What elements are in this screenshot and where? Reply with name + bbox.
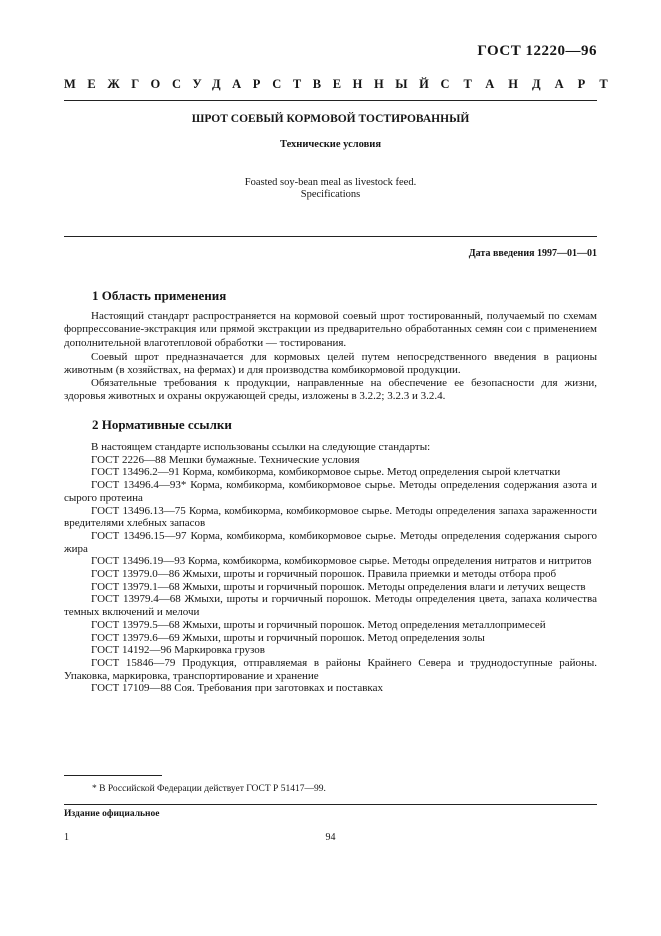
- document-subtitle: Технические условия: [279, 139, 382, 150]
- section-heading-scope: 1 Область применения: [92, 288, 227, 303]
- scope-paragraph: Соевый шрот предназначается для кормовых целей путем непосредственного введения в рационы животным (в хозяйствах, на фермах) и для производства комбикормовой продукции.: [64, 351, 597, 377]
- reference-item: ГОСТ 13496.4—93* Корма, комбикорма, комбикормовое сырье. Методы определения содержания азота и сырого протеина: [64, 479, 597, 504]
- introduction-date: Дата введения 1997—01—01: [468, 248, 597, 259]
- english-title-line-1: Foasted soy-bean meal as livestock feed.: [244, 177, 417, 188]
- reference-item: ГОСТ 13979.0—86 Жмыхи, шроты и горчичный порошок. Правила приемки и методы отбора проб: [91, 568, 557, 581]
- interstate-standard-banner: [64, 77, 622, 92]
- english-title-line-2: Specifications: [300, 189, 361, 200]
- official-edition-label: Издание официальное: [64, 809, 160, 819]
- reference-item: ГОСТ 13979.4—68 Жмыхи, шроты и горчичный порошок. Методы определения цвета, запаха количества темных включений и мелочи: [64, 593, 597, 619]
- scope-paragraph: Настоящий стандарт распространяется на кормовой соевый шрот тостированный, получаемый по схемам форпрессование-экстракция или прямой экстракции из предварительно обработанных семян сои с применением дополнительной влаготепловой обработки — тостирования.: [64, 310, 597, 349]
- section-heading-references: 2 Нормативные ссылки: [92, 417, 232, 432]
- reference-item: ГОСТ 2226—88 Мешки бумажные. Технические условия: [91, 453, 360, 466]
- page-number: 94: [325, 832, 336, 843]
- title-rule: [64, 236, 597, 237]
- edition-number: 1: [64, 832, 69, 843]
- reference-item: ГОСТ 13979.5—68 Жмыхи, шроты и горчичный порошок. Метод определения металлопримесей: [91, 618, 546, 631]
- reference-item: ГОСТ 13979.1—68 Жмыхи, шроты и горчичный порошок. Методы определения влаги и летучих веществ: [91, 580, 586, 593]
- document-number: ГОСТ 12220—96: [477, 43, 597, 59]
- header-rule: [64, 100, 597, 101]
- references-intro: В настоящем стандарте использованы ссылки на следующие стандарты:: [91, 441, 431, 453]
- normative-references-list: [64, 441, 597, 695]
- footnote-rule: [64, 775, 162, 776]
- reference-item: ГОСТ 17109—88 Соя. Требования при заготовках и поставках: [91, 682, 383, 695]
- interstate-word: МЕЖГОСУДАРСТВЕННЫЙ: [64, 77, 441, 91]
- reference-item: ГОСТ 13496.19—93 Корма, комбикорма, комбикормовое сырье. Методы определения нитратов и нитритов: [91, 555, 592, 568]
- reference-item: ГОСТ 13979.6—69 Жмыхи, шроты и горчичный порошок. Метод определения золы: [91, 631, 485, 644]
- document-title: ШРОТ СОЕВЫЙ КОРМОВОЙ ТОСТИРОВАННЫЙ: [191, 113, 470, 125]
- reference-item: ГОСТ 15846—79 Продукция, отправляемая в районы Крайнего Севера и труднодоступные районы. Упаковка, маркировка, транспортирование и хранение: [64, 656, 597, 682]
- reference-item: ГОСТ 13496.2—91 Корма, комбикорма, комбикормовое сырье. Метод определения сырой клетчатки: [91, 466, 561, 479]
- standard-word: СТАНДАРТ: [440, 77, 622, 91]
- footnote: * В Российской Федерации действует ГОСТ Р 51417—99.: [92, 784, 326, 794]
- footer-rule: [64, 804, 597, 805]
- reference-item: ГОСТ 13496.15—97 Корма, комбикорма, комбикормовое сырье. Методы определения содержания сырого жира: [64, 529, 597, 555]
- reference-item: ГОСТ 14192—96 Маркировка грузов: [91, 644, 265, 657]
- scope-paragraph: Обязательные требования к продукции, направленные на обеспечение ее безопасности для жизни, здоровья животных и охраны окружающей среды, изложены в 3.2.2; 3.2.3 и 3.2.4.: [64, 377, 597, 403]
- reference-item: ГОСТ 13496.13—75 Корма, комбикорма, комбикормовое сырье. Методы определения запаха зараженности вредителями хлебных запасов: [64, 504, 597, 530]
